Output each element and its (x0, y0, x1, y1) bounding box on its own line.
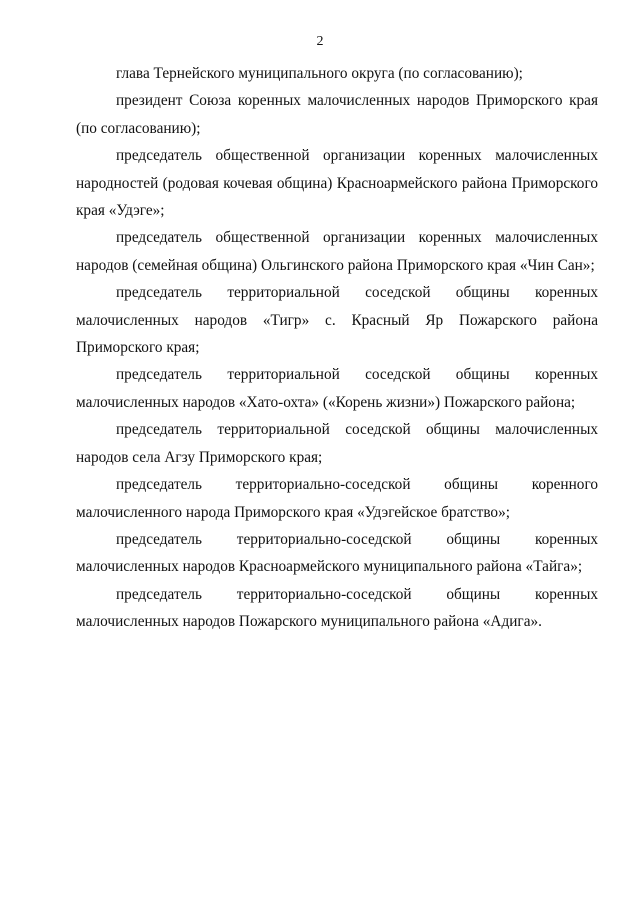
list-item: председатель территориальной соседской общины коренных малочисленных народов «Тигр» с. Красный Яр Пожарского района Приморского края; (76, 284, 598, 357)
list-item: глава Тернейского муниципального округа (по согласованию); (116, 65, 523, 82)
list-item: председатель территориально-соседской общины коренных малочисленных народов Красноармейского муниципального района «Тайга»; (76, 530, 598, 576)
list-item: председатель территориальной соседской общины малочисленных народов села Агзу Приморского края; (76, 421, 598, 466)
list-item: президент Союза коренных малочисленных народов Приморского края (по согласованию); (76, 92, 598, 137)
list-item: председатель территориально-соседской общины коренного малочисленного народа Приморского края «Удэгейское братство»; (76, 476, 598, 521)
member-list (76, 60, 598, 636)
list-item: председатель общественной организации коренных малочисленных народов (семейная община) Ольгинского района Приморского края «Чин Сан»; (76, 229, 598, 274)
page-number: 2 (316, 34, 324, 49)
list-item: председатель общественной организации коренных малочисленных народностей (родовая кочевая община) Красноармейского района Приморского края «Удэге»; (76, 147, 598, 220)
list-item: председатель территориальной соседской общины коренных малочисленных народов «Хато-охта» («Корень жизни») Пожарского района; (76, 366, 598, 411)
list-item: председатель территориально-соседской общины коренных малочисленных народов Пожарского муниципального района «Адига». (76, 585, 598, 631)
